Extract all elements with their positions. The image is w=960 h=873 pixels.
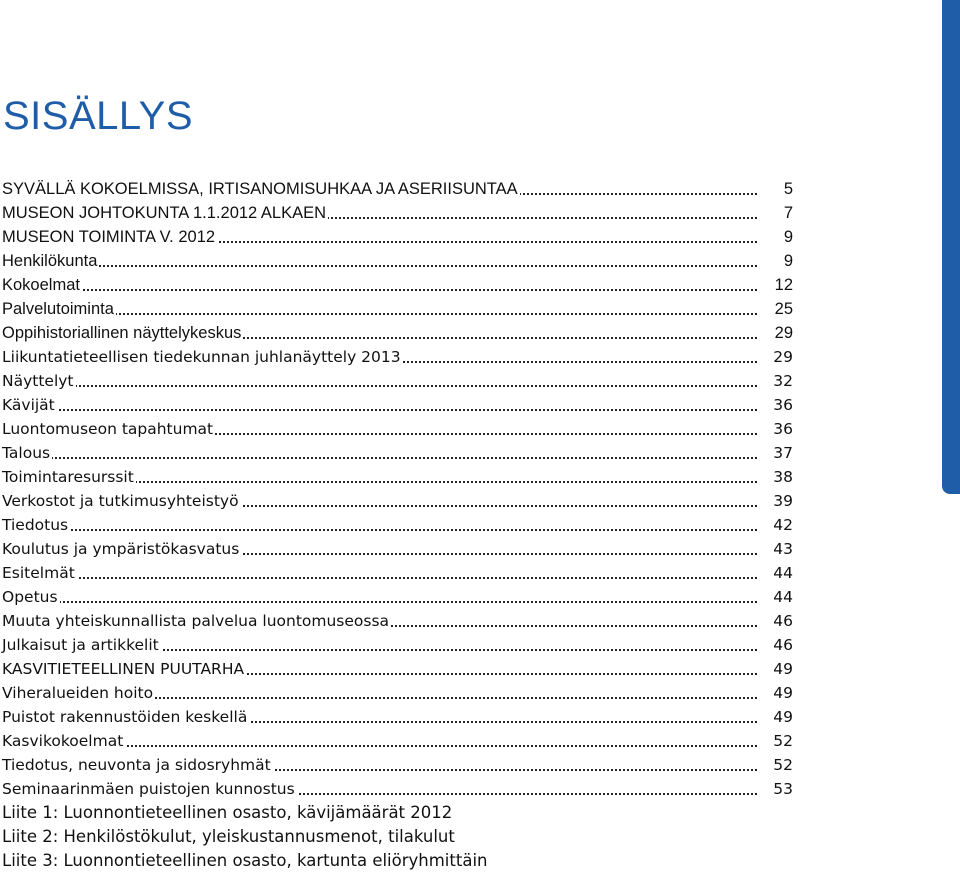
dot-leader	[2, 313, 789, 315]
dot-leader	[2, 265, 789, 267]
toc-entry-label: Kävijät	[2, 393, 57, 417]
toc-entry-label: MUSEON JOHTOKUNTA 1.1.2012 ALKAEN	[2, 201, 328, 225]
toc-entry-label: Liite 2: Henkilöstökulut, yleiskustannusmenot, tilakulut	[2, 825, 457, 849]
toc-entry-label: Liite 3: Luonnontieteellinen osasto, kartunta eliöryhmittäin	[2, 849, 490, 873]
toc-entry-label: Tiedotus	[2, 513, 70, 537]
toc-entry-page-number: 25	[759, 297, 793, 321]
toc-entry-label: Puistot rakennustöiden keskellä	[2, 705, 249, 729]
toc-entry-page-number: 29	[759, 345, 793, 369]
toc-entry-page-number: 49	[759, 705, 793, 729]
side-tab-accent	[942, 0, 960, 494]
toc-entry-label: Koulutus ja ympäristökasvatus	[2, 537, 241, 561]
toc-entry-label: Verkostot ja tutkimusyhteistyö	[2, 489, 241, 513]
toc-entry-label: Henkilökunta	[2, 249, 99, 273]
toc-entry-label: Näyttelyt	[2, 369, 76, 393]
toc-entry-page-number: 36	[759, 417, 793, 441]
toc-entry-label: Palvelutoiminta	[2, 297, 116, 321]
toc-entry-page-number: 29	[759, 321, 793, 345]
toc-entry-label: Seminaarinmäen puistojen kunnostus	[2, 777, 297, 801]
dot-leader	[2, 409, 789, 411]
toc-entry-label: Opetus	[2, 585, 60, 609]
toc-entry-label: Toimintaresurssit	[2, 465, 136, 489]
toc-entry-label: Julkaisut ja artikkelit	[2, 633, 161, 657]
toc-entry-label: Muuta yhteiskunnallista palvelua luontomuseossa	[2, 609, 391, 633]
dot-leader	[2, 457, 789, 459]
toc-entry-label: Viheralueiden hoito	[2, 681, 155, 705]
toc-entry-label: SYVÄLLÄ KOKOELMISSA, IRTISANOMISUHKAA JA ASERIISUNTAA	[2, 177, 520, 201]
page-title: SISÄLLYS	[3, 94, 194, 138]
toc-entry-label: Talous	[2, 441, 52, 465]
toc-entry-page-number: 44	[759, 561, 793, 585]
toc-entry-page-number: 52	[759, 729, 793, 753]
toc-entry-label: Kokoelmat	[2, 273, 82, 297]
toc-entry-page-number: 46	[759, 633, 793, 657]
toc-entry-label: Liikuntatieteellisen tiedekunnan juhlanäyttely 2013	[2, 345, 403, 369]
toc-entry-page-number: 38	[759, 465, 793, 489]
toc-entry-page-number: 43	[759, 537, 793, 561]
toc-entry-page-number: 49	[759, 681, 793, 705]
toc-entry-label: Esitelmät	[2, 561, 77, 585]
toc-entry-page-number: 9	[759, 225, 793, 249]
toc-entry-label: Kasvikokoelmat	[2, 729, 125, 753]
toc-entry-page-number: 49	[759, 657, 793, 681]
toc-entry-page-number: 44	[759, 585, 793, 609]
toc-entry-page-number: 42	[759, 513, 793, 537]
toc-entry-page-number: 39	[759, 489, 793, 513]
toc-entry-label: Liite 1: Luonnontieteellinen osasto, kävijämäärät 2012	[2, 801, 454, 825]
toc-entry-label: Luontomuseon tapahtumat	[2, 417, 215, 441]
toc-entry-page-number: 53	[759, 777, 793, 801]
toc-entry-label: Oppihistoriallinen näyttelykeskus	[2, 321, 243, 345]
toc-entry-page-number: 5	[759, 177, 793, 201]
toc-entry-label: Tiedotus, neuvonta ja sidosryhmät	[2, 753, 273, 777]
toc-entry-page-number: 9	[759, 249, 793, 273]
dot-leader	[2, 601, 789, 603]
toc-entry-page-number: 32	[759, 369, 793, 393]
toc-entry-page-number: 7	[759, 201, 793, 225]
toc-entry-label: MUSEON TOIMINTA V. 2012	[2, 225, 217, 249]
toc-entry-label: KASVITIETEELLINEN PUUTARHA	[2, 657, 246, 681]
dot-leader	[2, 289, 789, 291]
toc-entry-page-number: 36	[759, 393, 793, 417]
dot-leader	[2, 529, 789, 531]
toc-entry-page-number: 37	[759, 441, 793, 465]
toc-entry-page-number: 52	[759, 753, 793, 777]
toc-entry-page-number: 12	[759, 273, 793, 297]
toc-entry-page-number: 46	[759, 609, 793, 633]
dot-leader	[2, 577, 789, 579]
dot-leader	[2, 385, 789, 387]
